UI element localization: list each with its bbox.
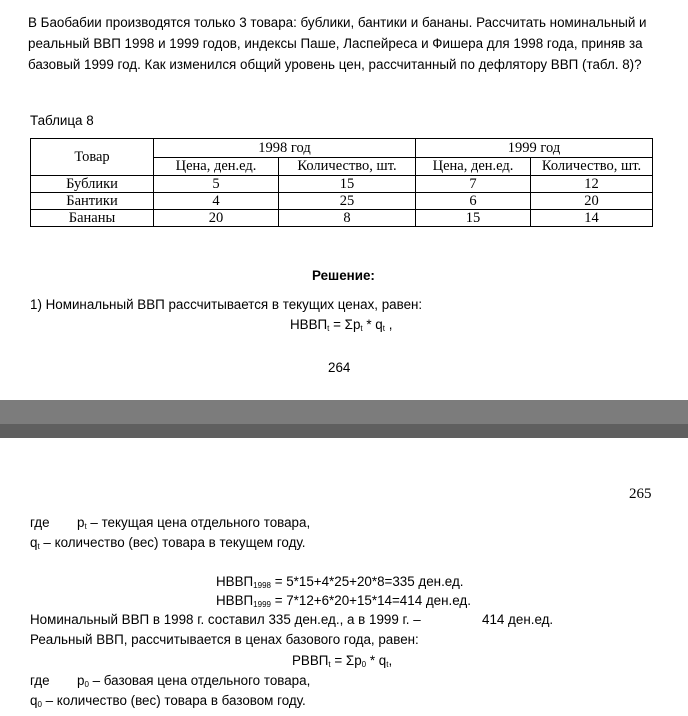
data-table — [30, 138, 653, 227]
table-row — [31, 176, 653, 193]
table-cell: 25 — [279, 193, 416, 210]
table-cell: 8 — [279, 210, 416, 227]
col-header-product: Товар — [31, 139, 154, 176]
col-header-year-1998: 1998 год — [154, 139, 416, 158]
definition-where-label: где — [30, 673, 50, 688]
table-cell: 14 — [531, 210, 653, 227]
intro-line: В Баобабии производятся только 3 товара: бублики, бантики и бананы. Рассчитать номинальный и — [28, 15, 647, 30]
table-cell: 20 — [154, 210, 279, 227]
calc-nominal-1998: $НВВП_{1998} = 5*15+4*25+20*8=335$ ден.ед. — [216, 574, 464, 590]
table-cell: 4 — [154, 193, 279, 210]
definition-pt: $p_t$ – текущая цена отдельного товара, — [77, 515, 311, 531]
table-cell: 15 — [416, 210, 531, 227]
sub-header: Количество, шт. — [279, 157, 416, 176]
formula-real-gdp: $РВВП_t = \Sigma p_0 * q_t$, — [292, 653, 393, 669]
page-number: 264 — [328, 360, 351, 375]
solution-heading: Решение: — [312, 268, 375, 283]
col-header-year-1999: 1999 год — [416, 139, 653, 158]
real-gdp-text: Реальный ВВП, рассчитывается в ценах базового года, равен: — [30, 632, 419, 647]
sub-header: Цена, ден.ед. — [154, 157, 279, 176]
page-gap-shadow — [0, 424, 688, 438]
page-number: 265 — [629, 486, 652, 502]
row-label: Бананы — [31, 210, 154, 227]
row-label: Бублики — [31, 176, 154, 193]
table-row — [31, 210, 653, 227]
summary-nominal-value: 414 ден.ед. — [482, 612, 554, 627]
formula-nominal-gdp: $НВВП_t = \Sigma p_t * q_t$ , — [290, 317, 393, 333]
table-cell: 20 — [531, 193, 653, 210]
definition-qt: $q_t$ – количество (вес) товара в текущем году. — [30, 535, 306, 551]
sub-header: Цена, ден.ед. — [416, 157, 531, 176]
table-cell: 15 — [279, 176, 416, 193]
table-cell: 12 — [531, 176, 653, 193]
intro-line: базовый 1999 год. Как изменился общий уровень цен, рассчитанный по дефлятору ВВП (табл. 8)? — [28, 57, 642, 72]
calc-nominal-1999: $НВВП_{1999} = 7*12+6*20+15*14=414$ ден.ед. — [216, 593, 471, 609]
table-cell: 6 — [416, 193, 531, 210]
problem-statement — [28, 12, 668, 75]
table-caption: Таблица 8 — [30, 113, 94, 128]
intro-line: реальный ВВП 1998 и 1999 годов, индексы Паше, Ласпейреса и Фишера для 1998 года, приняв за — [28, 36, 643, 51]
definition-where-label: где — [30, 515, 50, 530]
table-row — [31, 193, 653, 210]
definition-q0: $q_0$ – количество (вес) товара в базовом году. — [30, 693, 306, 709]
table-cell: 7 — [416, 176, 531, 193]
step1-text: 1) Номинальный ВВП рассчитывается в текущих ценах, равен: — [30, 297, 423, 312]
row-label: Бантики — [31, 193, 154, 210]
sub-header: Количество, шт. — [531, 157, 653, 176]
summary-nominal: Номинальный ВВП в 1998 г. составил 335 ден.ед., а в 1999 г. – — [30, 612, 421, 627]
definition-p0: $p_0$ – базовая цена отдельного товара, — [77, 673, 311, 689]
table-cell: 5 — [154, 176, 279, 193]
